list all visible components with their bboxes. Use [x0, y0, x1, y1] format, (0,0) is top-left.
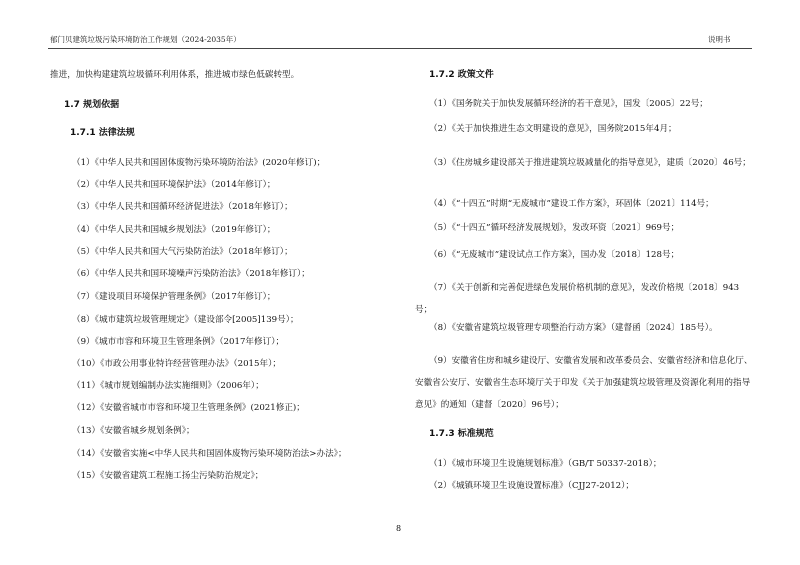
sub-heading-policy: 1.7.2 政策文件 [429, 70, 494, 80]
law-item: （11）《城市规划编制办法实施细则》（2006年）； [72, 381, 264, 391]
section-heading: 1.7 规划依据 [64, 100, 120, 110]
law-item: （7）《建设项目环境保护管理条例》（2017年修订）； [72, 292, 276, 302]
law-item: （9）《城市市容和环境卫生管理条例》（2017年修订）； [72, 337, 285, 347]
standard-item: （1）《城市环境卫生设施规划标准》（GB/T 50337-2018）； [429, 459, 662, 469]
law-item: （5）《中华人民共和国大气污染防治法》（2018年修订）； [72, 247, 293, 257]
law-item: （12）《安徽省城市市容和环境卫生管理条例》(2021修正)； [72, 403, 305, 413]
header-doc-type: 说明书 [708, 35, 731, 44]
sub-heading-laws: 1.7.1 法律法规 [70, 128, 135, 138]
law-item: （13）《安徽省城乡规划条例》； [72, 426, 195, 436]
law-item: （15）《安徽省建筑工程施工扬尘污染防治规定》； [72, 471, 264, 481]
policy-item: （7）《关于创新和完善促进绿色发展价格机制的意见》，发改价格规〔2018〕943号； [415, 283, 740, 315]
policy-item: （1）《国务院关于加快发展循环经济的若干意见》，国发〔2005〕22号； [429, 99, 708, 109]
policy-item: （3）《住房城乡建设部关于推进建筑垃圾减量化的指导意见》，建质〔2020〕46号； [429, 158, 751, 168]
law-item: （10）《市政公用事业特许经营管理办法》（2015年）； [72, 359, 281, 369]
law-item: （3）《中华人民共和国循环经济促进法》（2018年修订）； [72, 202, 293, 212]
law-item: （8）《城市建筑垃圾管理规定》（建设部令[2005]139号）； [72, 315, 299, 325]
policy-item: （9）安徽省住房和城乡建设厅、安徽省发展和改革委员会、安徽省经济和信息化厅、安徽省公安厅、安徽省生态环境厅关于印发《关于加强建筑垃圾管理及资源化利用的指导意见》的通知（建督〔2020〕96号）； [415, 356, 753, 410]
standard-item: （2）《城镇环境卫生设施设置标准》（CJJ27-2012）； [429, 481, 635, 491]
header-title: 郁门贝建筑垃圾污染环境防治工作规划（2024-2035年） [50, 35, 241, 44]
page-number: 8 [396, 524, 402, 533]
policy-item: （4）《“十四五”时期“无废城市”建设工作方案》，环固体〔2021〕114号； [429, 199, 714, 209]
law-item: （2）《中华人民共和国环境保护法》（2014年修订）； [72, 180, 276, 190]
law-item: （1）《中华人民共和国固体废物污染环境防治法》(2020年修订)； [72, 158, 326, 168]
policy-item: （2）《关于加快推进生态文明建设的意见》，国务院2015年4月； [429, 124, 677, 134]
policy-item: （6）《“无废城市”建设试点工作方案》，国办发〔2018〕128号； [429, 250, 680, 260]
policy-item: （5）《“十四五”循环经济发展规划》，发改环资〔2021〕969号； [429, 223, 680, 233]
law-item: （14）《安徽省实施<中华人民共和国固体废物污染环境防治法>办法》； [72, 449, 347, 459]
law-item: （4）《中华人民共和国城乡规划法》（2019年修订）； [72, 225, 276, 235]
policy-item: （8）《安徽省建筑垃圾管理专项整治行动方案》（建督函〔2024〕185号）。 [429, 323, 718, 333]
sub-heading-standards: 1.7.3 标准规范 [429, 429, 494, 439]
intro-text: 推进，加快构建建筑垃圾循环利用体系，推进城市绿色低碳转型。 [50, 70, 300, 80]
law-item: （6）《中华人民共和国环境噪声污染防治法》（2018年修订）； [72, 269, 310, 279]
header-rule [48, 48, 752, 49]
